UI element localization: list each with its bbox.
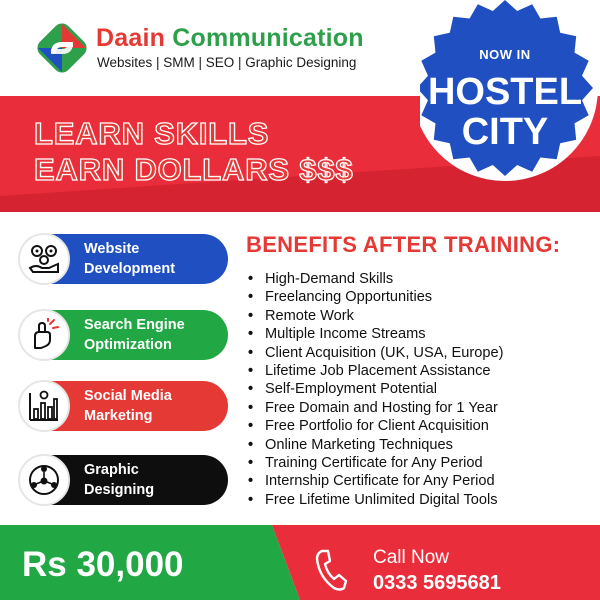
service-label-line2: Optimization [84,337,172,353]
benefit-item: • Training Certificate for Any Period [248,454,503,472]
seo-hand-icon [27,318,61,352]
headline-line1: LEARN SKILLS [34,116,270,151]
brand-name [96,24,364,53]
benefit-item: • Free Lifetime Unlimited Digital Tools [248,491,503,509]
service-graphic-designing [18,454,228,506]
service-label [84,460,224,500]
service-icon-circle [18,309,70,361]
benefit-item: • Remote Work [248,307,503,325]
benefit-item: • Lifetime Job Placement Assistance [248,362,503,380]
service-label-line2: Designing [84,482,155,498]
headline-line2: EARN DOLLARS $$$ [34,152,354,187]
benefit-item: • High-Demand Skills [248,270,503,288]
brand-tagline: Websites | SMM | SEO | Graphic Designing [97,55,357,70]
benefits-title: BENEFITS AFTER TRAINING: [246,232,561,257]
brand-name-part2: Communication [172,24,364,52]
price: Rs 30,000 [22,545,184,584]
service-label-line1: Graphic [84,462,139,478]
service-search-engine-optimization [18,309,228,361]
phone-icon [314,547,348,593]
service-icon-circle [18,380,70,432]
call-now-label: Call Now [373,547,450,568]
bar-chart-icon [27,389,61,423]
service-label-line2: Development [84,261,176,277]
badge-small-text: NOW IN [479,47,531,62]
benefits-list [248,270,503,509]
benefit-item: • Freelancing Opportunities [248,288,503,306]
badge-line2: CITY [461,111,549,153]
service-icon-circle [18,233,70,285]
service-label [84,386,224,426]
service-label-line2: Marketing [84,408,153,424]
phone-number[interactable]: 0333 5695681 [373,572,501,594]
brand-name-part1: Daain [96,24,166,52]
service-label-line1: Website [84,241,140,257]
badge-big-text [420,72,590,152]
benefit-item: • Self-Employment Potential [248,380,503,398]
benefit-item: • Client Acquisition (UK, USA, Europe) [248,344,503,362]
service-icon-circle [18,454,70,506]
team-network-icon [27,463,61,497]
benefit-item: • Free Portfolio for Client Acquisition [248,417,503,435]
brand-logo-icon [34,20,90,76]
service-social-media-marketing [18,380,228,432]
benefit-item: • Multiple Income Streams [248,325,503,343]
badge-line1: HOSTEL [427,71,583,113]
service-label [84,315,224,355]
headline [34,116,353,188]
benefit-item: • Free Domain and Hosting for 1 Year [248,399,503,417]
service-label-line1: Social Media [84,388,172,404]
website-gears-icon [27,242,61,276]
service-label-line1: Search Engine [84,317,185,333]
benefit-item: • Online Marketing Techniques [248,436,503,454]
benefit-item: • Internship Certificate for Any Period [248,472,503,490]
service-website-development [18,233,228,285]
service-label [84,239,224,279]
